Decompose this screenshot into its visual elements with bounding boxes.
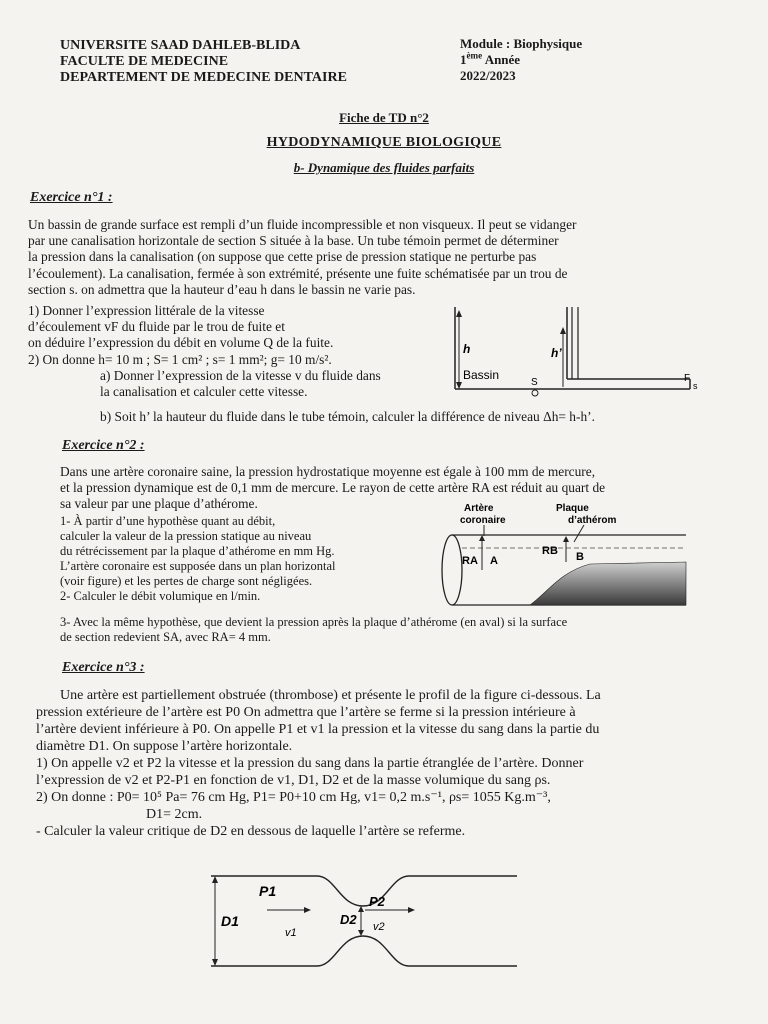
fig3-D1-label: D1 [221, 913, 239, 929]
fig1-pipe-marker [532, 390, 538, 396]
module-header [460, 36, 582, 84]
fiche-title: Fiche de TD n°2 [339, 110, 429, 125]
exercise-3-text: Une artère est partiellement obstruée (thrombose) et présente le profil de la figure ci-dessous. La pression extérieure de l’artère est P0 On admettra que l’artère se ferme si la pression intérieure à l’artère devient inférieure à P0. On appelle P1 et v1 la pression et la vitesse du sang dans la partie du diamètre D1. On suppose l’artère horizontale. 1) On appelle v2 et P2 la vitesse et la pression du sang dans la partie étranglée de l’artère. Donner l’expression de v2 et P2-P1 en fonction de v1, D1, D2 et de la masse volumique du sang ρs. 2) On donne : P0= 10⁵ Pa= 76 cm Hg, P1= P0+10 cm Hg, v1= 0,2 m.s⁻¹, ρs= 1055 Kg.m⁻³, D1= 2cm. - Calculer la valeur critique de D2 en dessous de laquelle l’artère se referme. [36, 688, 601, 839]
fig1-F-label: F [684, 373, 691, 384]
fig1-h-label: h [463, 342, 471, 356]
faculty-name: FACULTE DE MEDECINE [60, 54, 229, 69]
department-name: DEPARTEMENT DE MEDECINE DENTAIRE [60, 70, 347, 85]
subtitle: b- Dynamique des fluides parfaits [293, 160, 475, 175]
exercise-2-question-3: 3- Avec la même hypothèse, que devient la pression après la plaque d’athérome (en aval) si la surface de section redevient SA, avec RA= 4 mm. [60, 615, 568, 644]
fig1-s-label: s [693, 381, 698, 391]
fig3-P2-label: P2 [369, 894, 385, 909]
fig2-plaque-label-2: d’athérom [568, 515, 617, 526]
exercise-1-text: Un bassin de grande surface est rempli d’un fluide incompressible et non visqueux. Il peut se vidanger par une canalisation horizontale de section S située à la base. Un tube témoin permet de déterminer la pression dans la canalisation (on suppose que cette prise de pression statique ne perturbe pas l’écoulement). La canalisation, fermée à son extrémité, présente une fuite schématisée par un trou de section s. on admettra que la hauteur d’eau h dans le bassin ne varie pas. [28, 217, 577, 297]
fig2-plaque-label-1: Plaque [556, 503, 589, 514]
fig1-S-label: S [531, 377, 538, 388]
fig2-A-label: A [490, 555, 498, 567]
fig3-D2-label: D2 [340, 912, 357, 927]
fig3-v1-label: v1 [285, 927, 297, 939]
academic-year: 2022/2023 [460, 68, 516, 83]
basin-figure [445, 305, 700, 400]
exercise-2-heading: Exercice n°2 : [62, 438, 145, 453]
exercise-2-questions: 1- À partir d’une hypothèse quant au débit, calculer la valeur de la pression statique au niveau du rétrécissement par la plaque d’athérome en mm Hg. L’artère coronaire est supposée dans un plan horizontal (voir figure) et les pertes de charge sont négligées. 2- Calculer le débit volumique en l/min. [60, 514, 336, 603]
fig2-B-label: B [576, 551, 584, 563]
fig1-bassin-label: Bassin [463, 368, 500, 382]
institution-header [60, 38, 347, 86]
fig2-RB-label: RB [542, 545, 558, 557]
fig3-P1-label: P1 [259, 883, 277, 899]
exercise-1-questions: 1) Donner l’expression littérale de la vitesse d’écoulement vF du fluide par le trou de fuite et on déduire l’expression du débit en volume Q de la fuite. 2) On donne h= 10 m ; S= 1 cm² ; s= 1 mm²; g= 10 m/s². a) Donner l’expression de la vitesse v du fluide dans la canalisation et calculer cette vitesse. [28, 303, 381, 400]
university-name: UNIVERSITE SAAD DAHLEB-BLIDA [60, 38, 301, 53]
exercise-2-text: Dans une artère coronaire saine, la pression hydrostatique moyenne est égale à 100 mm de mercure, et la pression dynamique est de 0,1 mm de mercure. Le rayon de cette artère RA est réduit au quart de sa valeur par une plaque d’athérome. [60, 464, 606, 512]
main-title: HYDODYNAMIQUE BIOLOGIQUE [266, 135, 502, 150]
fig3-v2-label: v2 [373, 921, 385, 933]
fig2-RA-label: RA [462, 555, 478, 567]
thrombosis-figure [205, 868, 525, 973]
module-name: Module : Biophysique [460, 36, 583, 51]
fig2-artery-label-2: coronaire [460, 515, 506, 526]
exercise-1-question-b: b) Soit h’ la hauteur du fluide dans le tube témoin, calculer la différence de niveau Δh= h-h’. [100, 409, 595, 424]
fig2-artery-label-1: Artère [464, 503, 494, 514]
fig1-hprime-label: h’ [551, 346, 562, 360]
artery-figure [438, 500, 688, 608]
study-year: 1ème Année [460, 50, 521, 67]
exercise-1-heading: Exercice n°1 : [30, 190, 113, 205]
exercise-3-heading: Exercice n°3 : [62, 660, 145, 675]
